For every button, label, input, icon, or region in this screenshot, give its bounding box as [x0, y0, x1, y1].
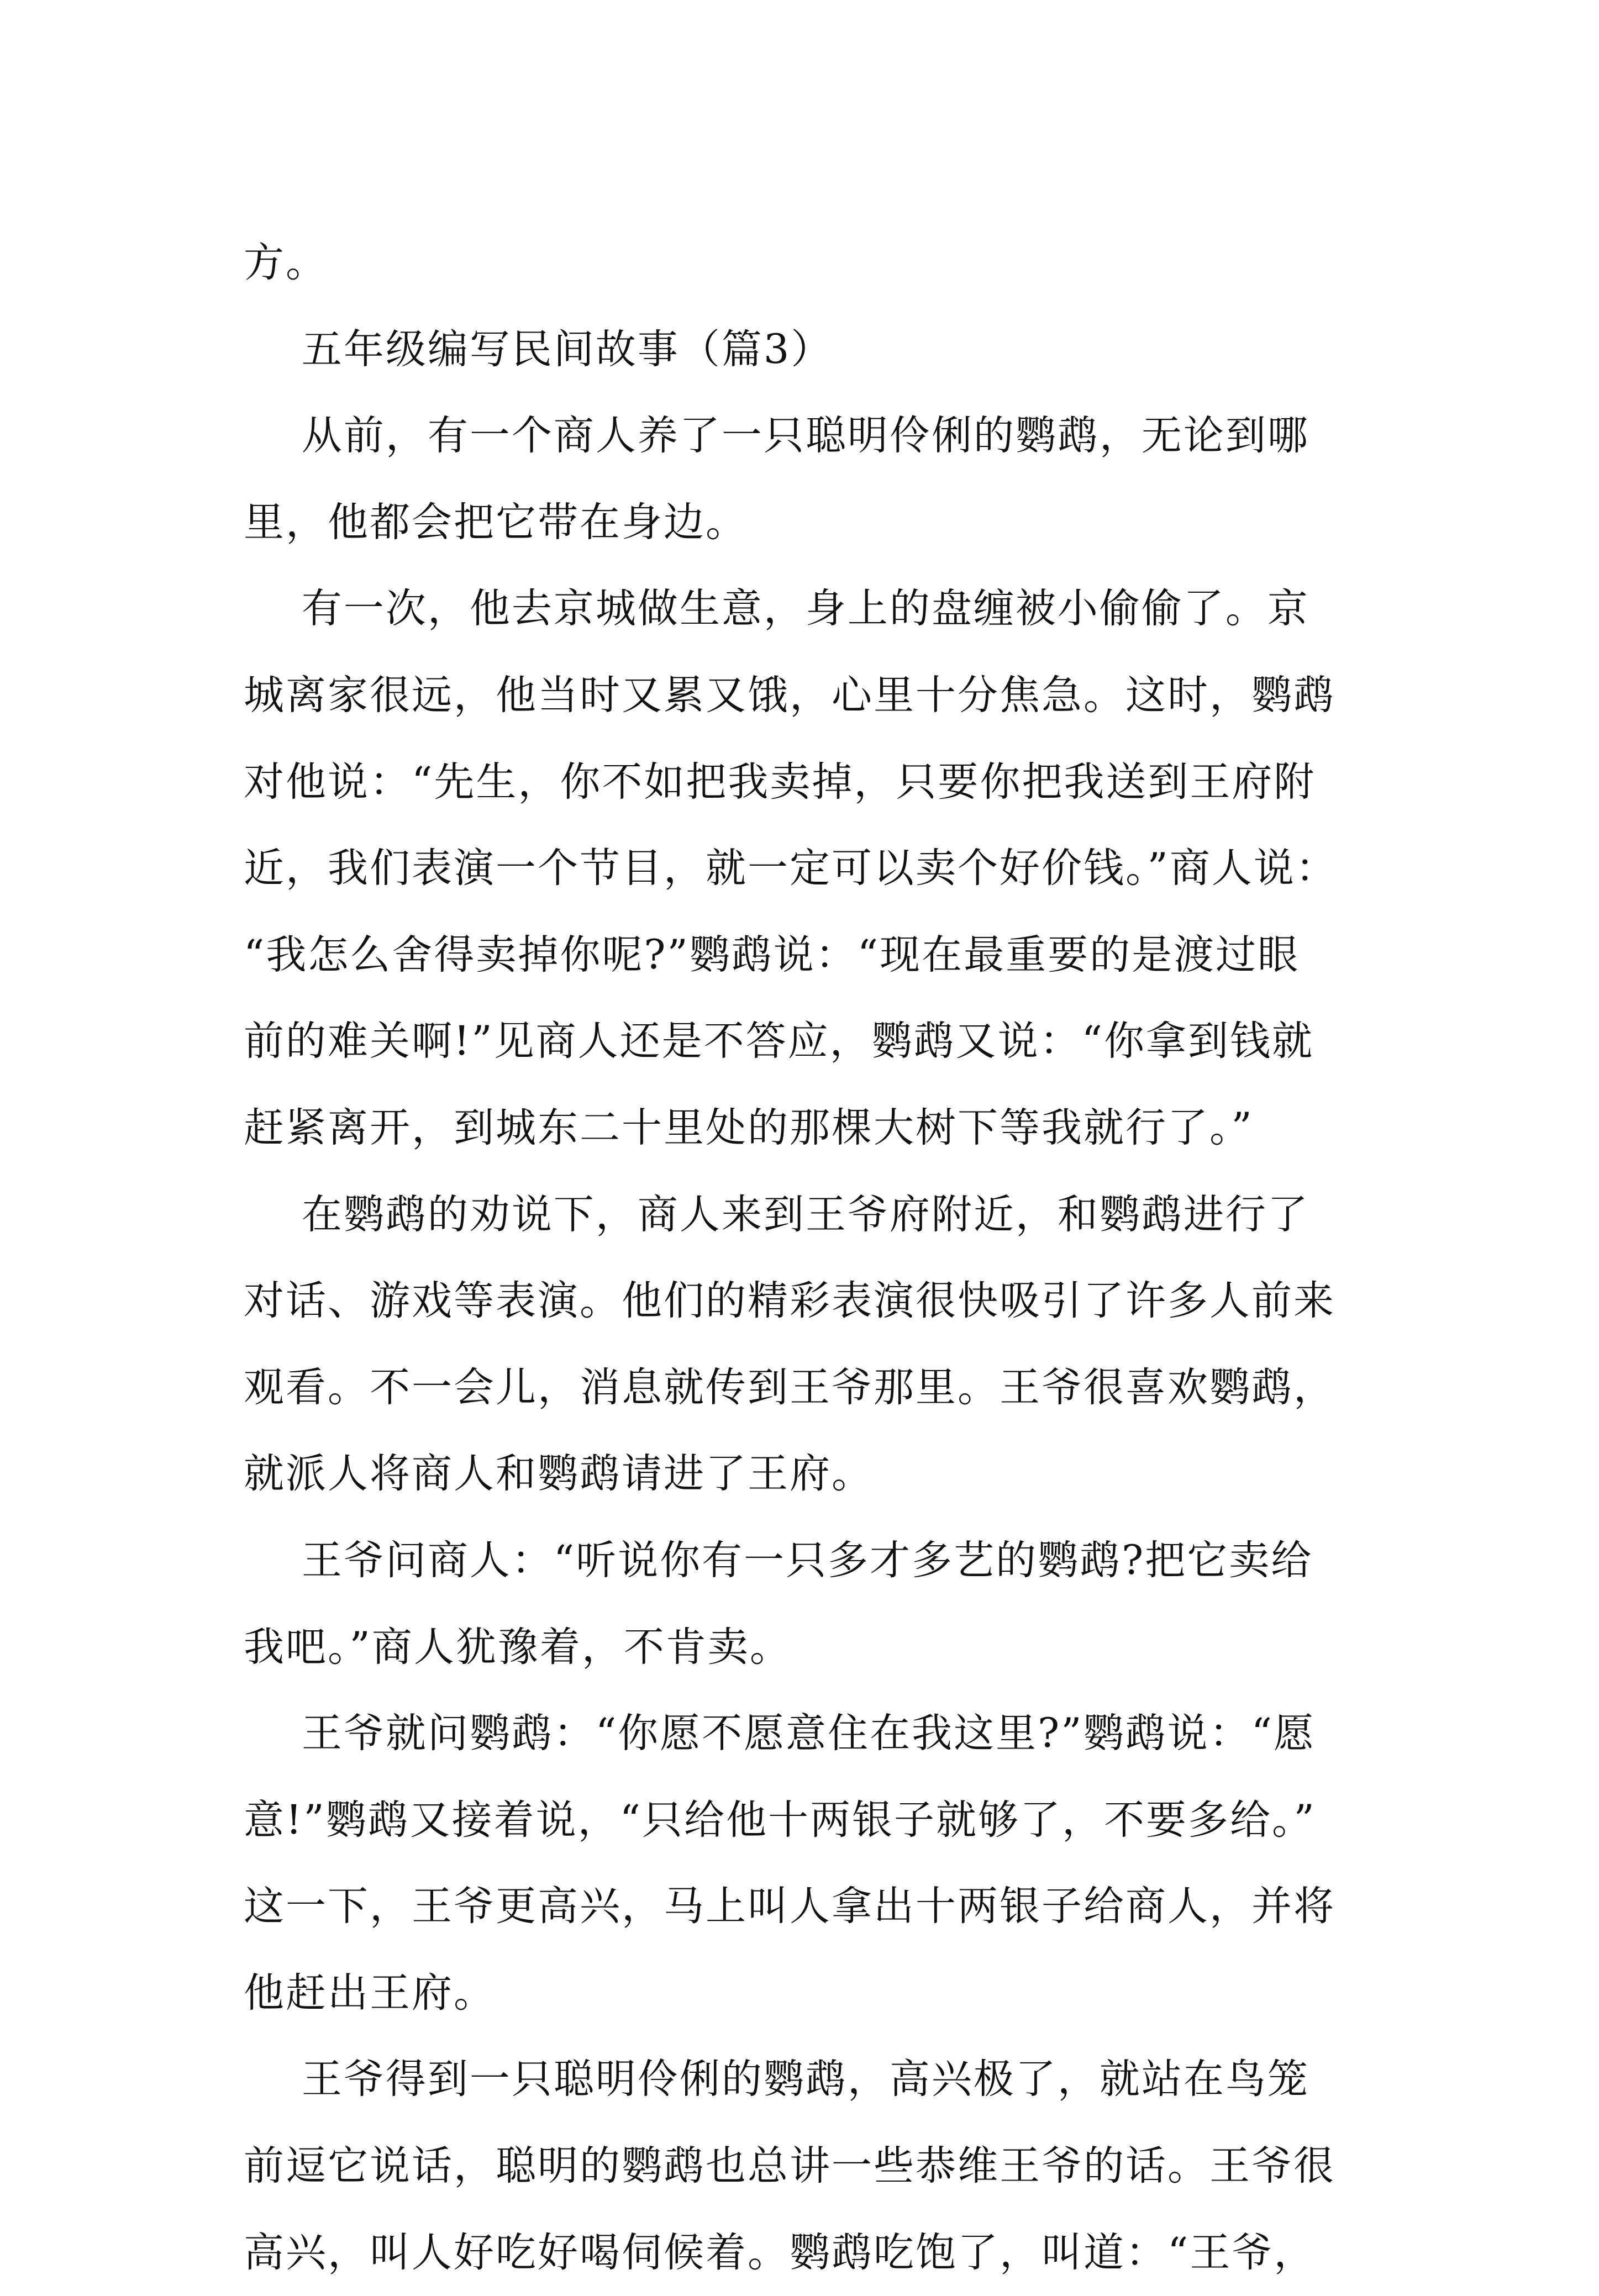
- text-line: 里，他都会把它带在身边。: [244, 498, 748, 546]
- text-line: 方。: [244, 239, 328, 286]
- text-line: 对话、游戏等表演。他们的精彩表演很快吸引了许多人前来: [244, 1277, 1335, 1325]
- text-line: 在鹦鹉的劝说下，商人来到王爷府附近，和鹦鹉进行了: [244, 1191, 1309, 1238]
- text-line: 王爷得到一只聪明伶俐的鹦鹉，高兴极了，就站在鸟笼: [244, 2056, 1309, 2103]
- text-line: 这一下，王爷更高兴，马上叫人拿出十两银子给商人，并将: [244, 1883, 1335, 1930]
- text-line: 他赶出王府。: [244, 1969, 496, 2016]
- text-line: 近，我们表演一个节目，就一定可以卖个好价钱。”商人说：: [244, 845, 1338, 892]
- text-line: 王爷就问鹦鹉：“你愿不愿意住在我这里?”鹦鹉说：“愿: [244, 1710, 1316, 1757]
- text-line: 有一次，他去京城做生意，身上的盘缠被小偷偷了。京: [244, 585, 1309, 633]
- text-line: 我吧。”商人犹豫着，不肯卖。: [244, 1623, 792, 1671]
- text-line: 城离家很远，他当时又累又饿，心里十分焦急。这时，鹦鹉: [244, 671, 1335, 719]
- text-line: “我怎么舍得卖掉你呢?”鹦鹉说：“现在最重要的是渡过眼: [244, 931, 1300, 978]
- section-title: 五年级编写民间故事（篇3）: [244, 325, 833, 373]
- text-line: 高兴，叫人好吃好喝伺候着。鹦鹉吃饱了，叫道：“王爷，: [244, 2229, 1316, 2276]
- text-line: 意!”鹦鹉又接着说，“只给他十两银子就够了，不要多给。”: [244, 1796, 1316, 1844]
- text-line: 从前，有一个商人养了一只聪明伶俐的鹦鹉，无论到哪: [244, 412, 1309, 460]
- text-line: 赶紧离开，到城东二十里处的那棵大树下等我就行了。”: [244, 1104, 1254, 1151]
- document-body: [244, 220, 1404, 2296]
- text-line: 对他说：“先生，你不如把我卖掉，只要你把我送到王府附: [244, 758, 1316, 805]
- text-line: 观看。不一会儿，消息就传到王爷那里。王爷很喜欢鹦鹉，: [244, 1363, 1335, 1411]
- text-line: 王爷问商人：“听说你有一只多才多艺的鹦鹉?把它卖给: [244, 1536, 1313, 1584]
- text-line: 前逗它说话，聪明的鹦鹉也总讲一些恭维王爷的话。王爷很: [244, 2142, 1335, 2190]
- text-line: 前的难关啊!”见商人还是不答应，鹦鹉又说：“你拿到钱就: [244, 1018, 1314, 1065]
- text-line: 就派人将商人和鹦鹉请进了王府。: [244, 1450, 874, 1498]
